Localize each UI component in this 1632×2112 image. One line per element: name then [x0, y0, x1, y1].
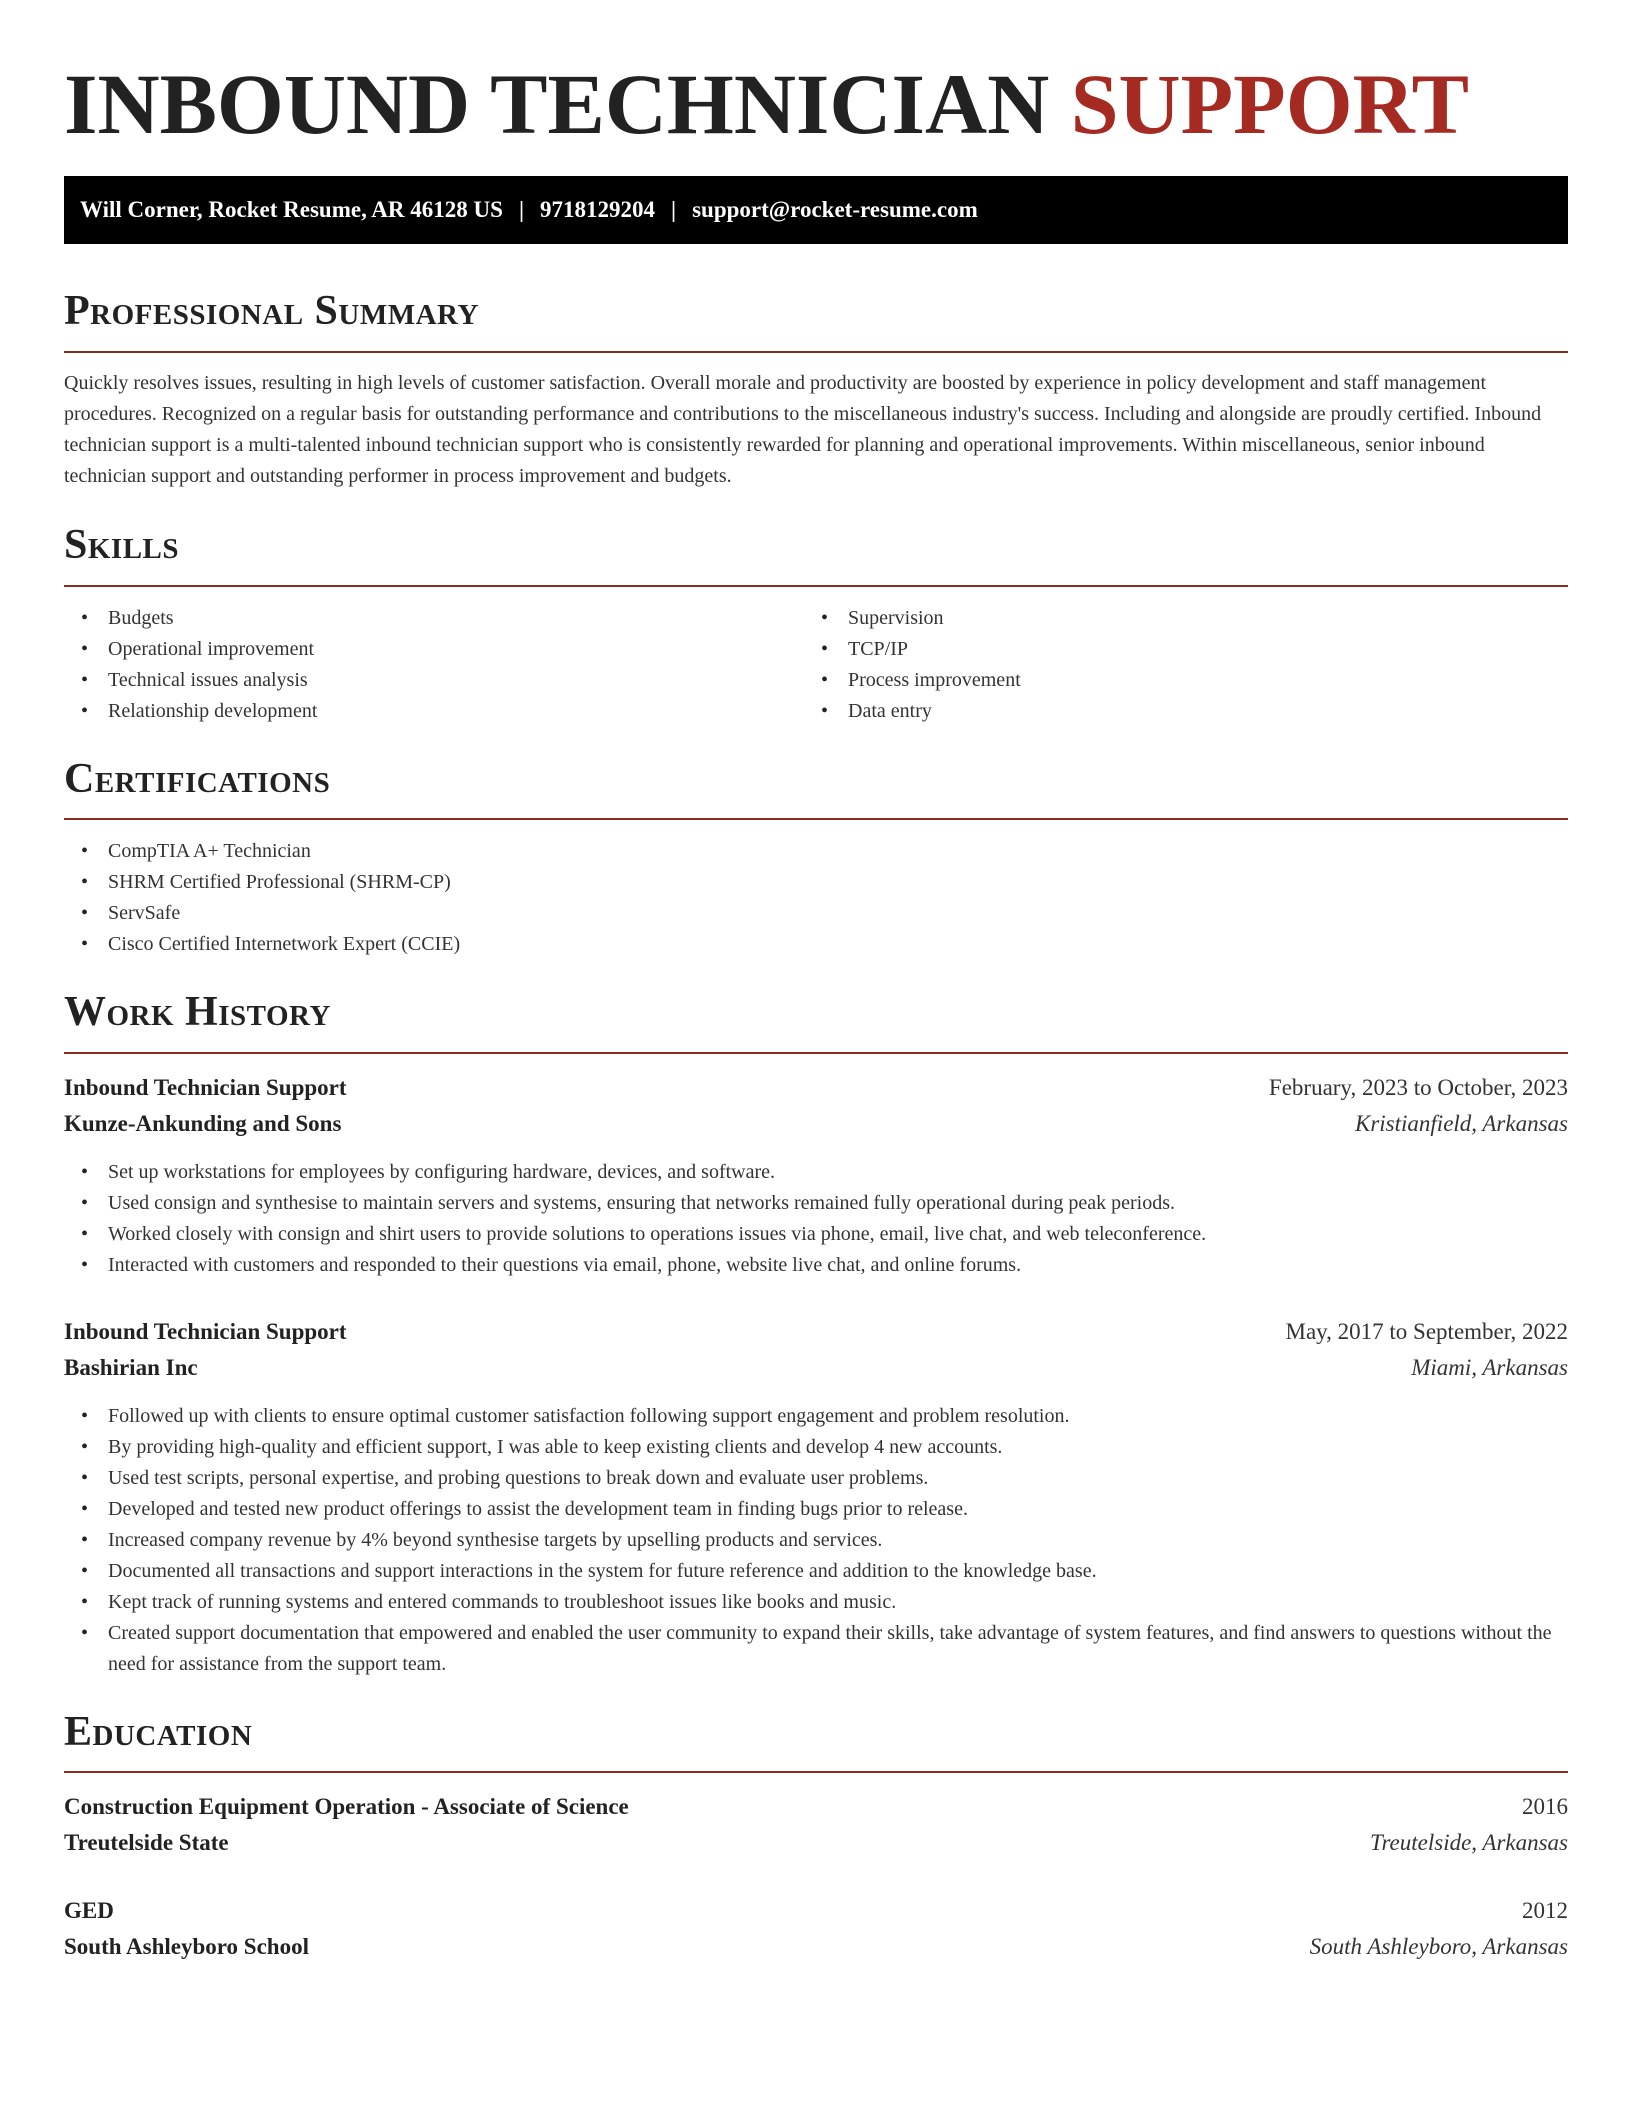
education-school: Treutelside State — [64, 1830, 229, 1855]
skills-list-right — [804, 603, 1568, 727]
contact-bar — [64, 176, 1568, 244]
name-last: SUPPORT — [1070, 56, 1470, 152]
job-duty: • Interacted with customers and responded to their questions via email, phone, website live chat, and online forums. — [64, 1250, 1568, 1281]
skill-item: • Data entry — [804, 696, 1568, 727]
job-duty: • Set up workstations for employees by configuring hardware, devices, and software. — [64, 1157, 1568, 1188]
job-duty: • By providing high-quality and efficient support, I was able to keep existing clients and develop 4 new accounts. — [64, 1432, 1568, 1463]
job-duty: • Documented all transactions and support interactions in the system for future reference and addition to the knowledge base. — [64, 1556, 1568, 1587]
education-year: 2016 — [1522, 1794, 1568, 1819]
section-title-summary: Professional Summary — [64, 288, 479, 334]
job-duty: • Developed and tested new product offerings to assist the development team in finding bugs prior to release. — [64, 1494, 1568, 1525]
certification-item: • SHRM Certified Professional (SHRM-CP) — [64, 867, 1568, 898]
education-header — [64, 1895, 1568, 1927]
section-divider — [64, 1052, 1568, 1054]
job-duties-list — [64, 1157, 1568, 1281]
certifications-list — [64, 836, 1568, 960]
summary-text: Quickly resolves issues, resulting in high levels of customer satisfaction. Overall morale and productivity are boosted by experience in policy development and staff management procedures. Recognized on a regular basis for outstanding performance and contributions to the miscellaneous industry's success. Including and alongside are proudly certified. Inbound technician support is a multi-talented inbound technician support who is consistently rewarded for planning and operational improvements. Within miscellaneous, senior inbound technician support and outstanding performer in process improvement and budgets. — [64, 372, 1542, 487]
job-duty: • Created support documentation that empowered and enabled the user community to expand their skills, take advantage of system features, and find answers to questions without the need for assistance from the support team. — [64, 1618, 1568, 1680]
skill-item: • Operational improvement — [64, 634, 804, 665]
job-company: Kunze-Ankunding and Sons — [64, 1111, 342, 1136]
job-company-row — [64, 1108, 1568, 1140]
job-header — [64, 1072, 1568, 1104]
section-title-work-history: Work History — [64, 989, 331, 1035]
section-divider — [64, 818, 1568, 820]
contact-separator: | — [518, 197, 525, 222]
education-location: Treutelside, Arkansas — [1369, 1830, 1568, 1855]
skill-item: • Technical issues analysis — [64, 665, 804, 696]
resume-name — [64, 58, 1469, 150]
certification-item: • ServSafe — [64, 898, 1568, 929]
skill-item: • Supervision — [804, 603, 1568, 634]
job-company-row — [64, 1352, 1568, 1384]
skill-item: • Process improvement — [804, 665, 1568, 696]
job-company: Bashirian Inc — [64, 1355, 198, 1380]
certification-item: • CompTIA A+ Technician — [64, 836, 1568, 867]
section-title-certifications: Certifications — [64, 756, 331, 802]
education-location: South Ashleyboro, Arkansas — [1309, 1934, 1568, 1959]
section-divider — [64, 585, 1568, 587]
skill-item: • Budgets — [64, 603, 804, 634]
contact-address: Will Corner, Rocket Resume, AR 46128 US — [80, 197, 503, 222]
education-degree: Construction Equipment Operation - Associate of Science — [64, 1794, 629, 1819]
education-school: South Ashleyboro School — [64, 1934, 309, 1959]
skill-item: • Relationship development — [64, 696, 804, 727]
job-location: Miami, Arkansas — [1411, 1355, 1568, 1380]
job-duty: • Used consign and synthesise to maintain servers and systems, ensuring that networks remained fully operational during peak periods. — [64, 1188, 1568, 1219]
education-header — [64, 1791, 1568, 1823]
skill-item: • TCP/IP — [804, 634, 1568, 665]
job-duty: • Used test scripts, personal expertise, and probing questions to break down and evaluate user problems. — [64, 1463, 1568, 1494]
job-title: Inbound Technician Support — [64, 1319, 347, 1344]
job-title: Inbound Technician Support — [64, 1075, 347, 1100]
job-duty: • Increased company revenue by 4% beyond synthesise targets by upselling products and services. — [64, 1525, 1568, 1556]
job-dates: May, 2017 to September, 2022 — [1285, 1319, 1568, 1344]
job-duty: • Worked closely with consign and shirt users to provide solutions to operations issues via phone, email, live chat, and web teleconference. — [64, 1219, 1568, 1250]
education-school-row — [64, 1827, 1568, 1859]
job-header — [64, 1316, 1568, 1348]
job-dates: February, 2023 to October, 2023 — [1268, 1075, 1568, 1100]
section-title-education: Education — [64, 1709, 253, 1755]
skills-list-left — [64, 603, 804, 727]
section-divider — [64, 351, 1568, 353]
education-degree: GED — [64, 1898, 114, 1923]
job-location: Kristianfield, Arkansas — [1355, 1111, 1568, 1136]
contact-phone[interactable]: 9718129204 — [540, 197, 656, 222]
job-duty: • Kept track of running systems and entered commands to troubleshoot issues like books and music. — [64, 1587, 1568, 1618]
certification-item: • Cisco Certified Internetwork Expert (CCIE) — [64, 929, 1568, 960]
job-duty: • Followed up with clients to ensure optimal customer satisfaction following support engagement and problem resolution. — [64, 1401, 1568, 1432]
section-title-skills: Skills — [64, 522, 180, 568]
education-school-row — [64, 1931, 1568, 1963]
contact-email[interactable]: support@rocket-resume.com — [692, 197, 978, 222]
education-year: 2012 — [1522, 1898, 1568, 1923]
job-duties-list — [64, 1401, 1568, 1680]
contact-separator: | — [671, 197, 677, 222]
section-divider — [64, 1771, 1568, 1773]
name-first: INBOUND TECHNICIAN — [64, 56, 1050, 152]
